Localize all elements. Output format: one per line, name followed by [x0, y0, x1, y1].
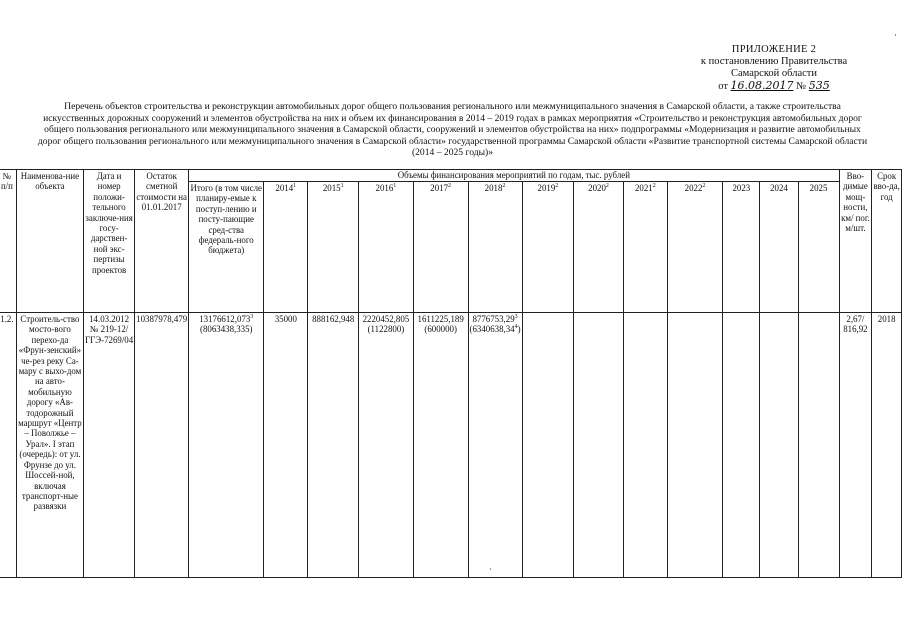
cell-2021	[623, 313, 667, 578]
cell-2018: 8776753,29$^3$ (6340638,34$^4$)	[468, 313, 522, 578]
document-heading	[0, 101, 905, 159]
header-term: Срок вво-да, год	[872, 170, 902, 313]
cell-date: 14.03.2012 № 219-12/ГГЭ-7269/04	[84, 313, 135, 578]
cell-2025	[798, 313, 839, 578]
cell-capacity: 2,67/ 816,92	[839, 313, 872, 578]
appendix-title: ПРИЛОЖЕНИЕ 2	[731, 44, 817, 55]
appendix-line-2: Самарской области	[731, 68, 817, 79]
cell-num: 1.2.	[0, 313, 16, 578]
header-year-2014: 2014$^1$	[264, 182, 308, 313]
header-year-2016: 2016$^1$	[359, 182, 414, 313]
cell-2014: 35000	[264, 313, 308, 578]
header-year-2021: 2021$^2$	[623, 182, 667, 313]
header-year-2025: 2025	[798, 182, 839, 313]
scan-mark: ·	[894, 30, 897, 40]
cell-balance: 10387978,479	[135, 313, 189, 578]
date-prefix: от	[718, 81, 728, 92]
heading-line-5: (2014 – 2025 годы)»	[411, 147, 494, 159]
heading-line-1: Перечень объектов строительства и реконструкции автомобильных дорог общего пользования регионального или межмуниципального значения в Самарской области, а также строительства	[64, 101, 841, 112]
cell-2023	[723, 313, 760, 578]
appendix-block	[679, 44, 869, 93]
heading-line-3: общего пользования регионального или межмуниципального значения в Самарской области, сооружений и элементов обустройства на них» подпрограммы «Модернизация и развитие автомобильных	[44, 124, 861, 136]
cell-2017: 1611225,189 (600000)	[413, 313, 468, 578]
cell-term: 2018	[872, 313, 902, 578]
cell-2016: 2220452,805 (1122800)	[359, 313, 414, 578]
header-total: Итого (в том числе планиру-емые к поступ-лению и посту-пающие сред-ства федераль-ного бюджета)	[189, 182, 264, 313]
cell-total: 13176612,073$^3$ (8063438,335)	[189, 313, 264, 578]
table-row	[0, 313, 902, 578]
appendix-line-1: к постановлению Правительства	[700, 56, 848, 67]
header-num: № п/п	[0, 170, 16, 313]
header-year-2024: 2024	[760, 182, 798, 313]
header-year-2022: 2022$^2$	[667, 182, 722, 313]
header-year-2023: 2023	[723, 182, 760, 313]
cell-2019	[522, 313, 574, 578]
cell-2015: 888162,948	[308, 313, 359, 578]
header-capacity: Вво-димые мощ-ности, км/ пог. м/шт.	[839, 170, 872, 313]
financing-table	[0, 169, 902, 578]
cell-2020	[574, 313, 624, 578]
header-name: Наименова-ние объекта	[16, 170, 83, 313]
cell-2024	[760, 313, 798, 578]
cell-2022	[667, 313, 722, 578]
header-year-2017: 2017$^2$	[413, 182, 468, 313]
cell-name: Строитель-ство мосто-вого перехо-да «Фрун-зенский» че-рез реку Са-мару с выхо-дом на авто-мобильную дорогу «Ав-тодорожный маршрут «Центр – Поволжье – Урал». I этап (очередь): от ул. Фрунзе до ул. Шоссей-ной, включая транспорт-ные развязки	[16, 313, 83, 578]
header-balance: Остаток сметной стоимости на 01.01.2017	[135, 170, 189, 313]
header-year-2015: 2015$^1$	[308, 182, 359, 313]
handwritten-number: 535	[808, 79, 830, 92]
appendix-date-line	[679, 80, 869, 93]
heading-line-2: искусственных дорожных сооружений и элементов обустройства на них и объем их финансирования в 2014 – 2019 годах в рамках мероприятия «Строительство и реконструкция автомобильных дорог	[43, 112, 862, 124]
heading-line-4: дорог общего пользования регионального или межмуниципального значения в Самарской области» государственной программы Самарской области «Развитие транспортной системы Самарской области	[37, 135, 868, 147]
header-year-2018: 2018$^2$	[468, 182, 522, 313]
header-year-2019: 2019$^2$	[522, 182, 574, 313]
header-year-2020: 2020$^2$	[574, 182, 624, 313]
header-funding-group: Объемы финансирования мероприятий по годам, тыс. рублей	[189, 170, 839, 182]
handwritten-date: 16.08.2017	[730, 79, 794, 92]
number-prefix: №	[796, 81, 807, 92]
scan-mark: ˎ	[489, 560, 492, 570]
header-date: Дата и номер положи-тельного заключе-ния госу-дарствен-ной экс-пертизы проектов	[84, 170, 135, 313]
